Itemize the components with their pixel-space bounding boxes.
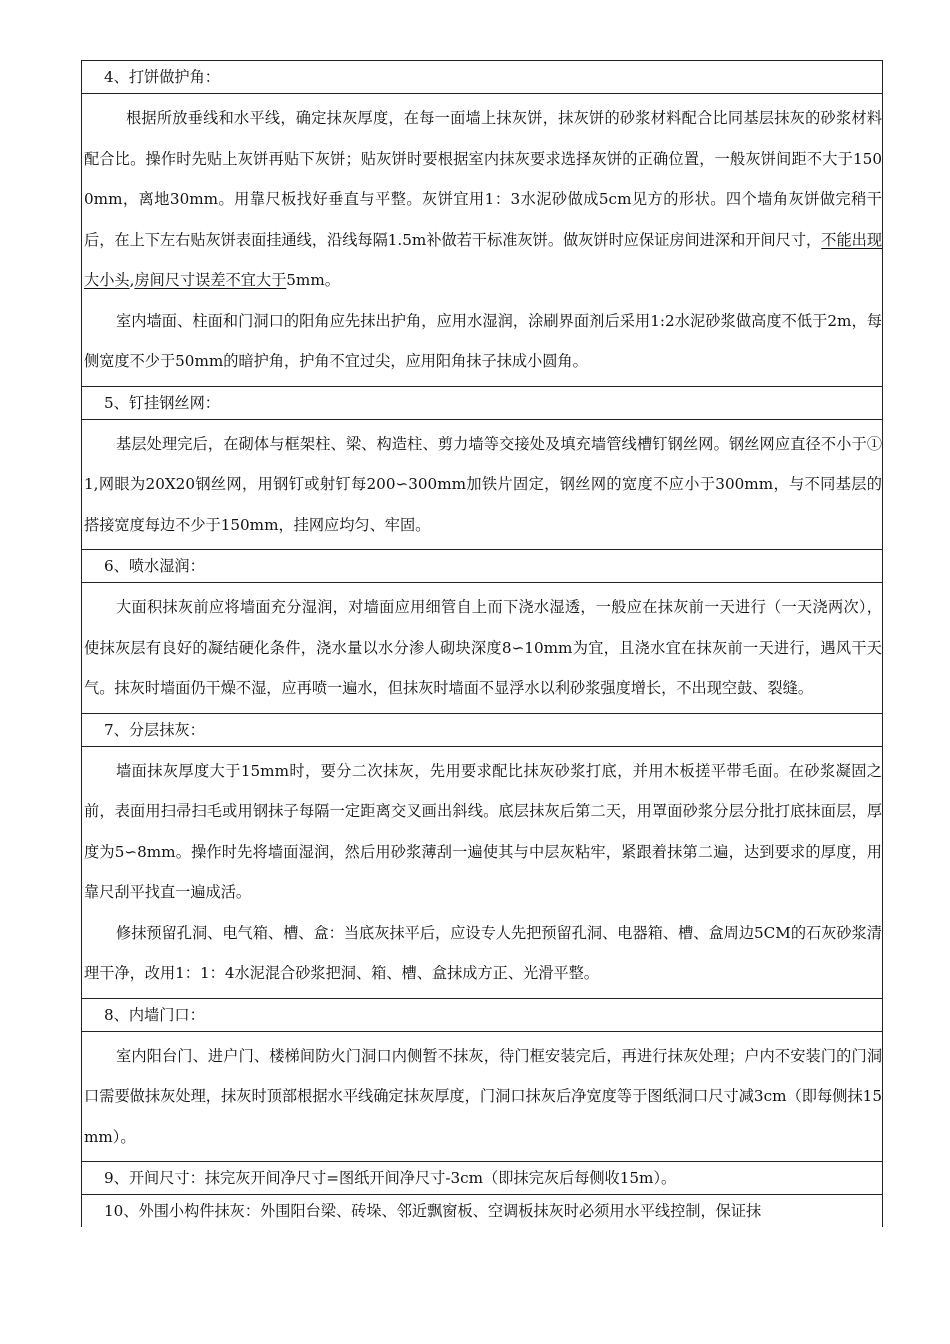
paragraph: 墙面抹灰厚度大于15mm时，要分二次抹灰，先用要求配比抹灰砂浆打底，并用木板搓平带毛面。在砂浆凝固之前，表面用扫帚扫毛或用钢抹子每隔一定距离交叉画出斜线。底层抹灰后第二天，用罩面砂浆分层分批打底抹面层，厚度为5∽8mm。操作时先将墙面湿润，然后用砂浆薄刮一遍使其与中层灰粘牢，紧跟着抹第二遍，达到要求的厚度，用靠尺刮平找直一遍成活。 <box>84 761 882 901</box>
paragraph: 修抹预留孔洞、电气箱、槽、盒：当底灰抹平后，应设专人先把预留孔洞、电器箱、槽、盒周边5CM的石灰砂浆清理干净，改用1：1：4水泥混合砂浆把洞、箱、槽、盒抹成方正、光滑平整。 <box>84 923 882 982</box>
section-heading: 8、内墙门口： <box>82 999 882 1032</box>
section-heading: 9、开间尺寸：抹完灰开间净尺寸=图纸开间净尺寸-3cm（即抹完灰后每侧收15m）。 <box>82 1162 882 1195</box>
paragraph-text: , <box>129 271 135 289</box>
underlined-text: 不能出现大小头 <box>84 230 883 289</box>
underlined-text: 房间尺寸误差不宜大于 <box>134 271 287 289</box>
section-body <box>82 420 882 551</box>
section-heading: 7、分层抹灰： <box>82 714 882 747</box>
section-body <box>82 747 882 999</box>
paragraph: 室内阳台门、进户门、楼梯间防火门洞口内侧暂不抹灰，待门框安装完后，再进行抹灰处理；户内不安装门的门洞口需要做抹灰处理，抹灰时顶部根据水平线确定抹灰厚度，门洞口抹灰后净宽度等于图纸洞口尺寸减3cm（即每侧抹15mm）。 <box>84 1046 882 1146</box>
section-body <box>82 1032 882 1163</box>
section-body <box>82 94 882 387</box>
section-heading: 10、外围小构件抹灰：外围阳台梁、砖垛、邻近飘窗板、空调板抹灰时必须用水平线控制，保证抹 <box>104 1202 762 1220</box>
section-heading: 4、打饼做护角： <box>82 61 882 94</box>
paragraph: 室内墙面、柱面和门洞口的阳角应先抹出护角，应用水湿润，涂刷界面剂后采用1:2水泥砂浆做高度不低于2m，每侧宽度不少于50mm的暗护角，护角不宜过尖，应用阳角抹子抹成小圆角。 <box>84 311 882 370</box>
document-table <box>81 60 883 1227</box>
paragraph <box>84 98 882 301</box>
paragraph: 大面积抹灰前应将墙面充分湿润，对墙面应用细管自上而下浇水湿透，一般应在抹灰前一天进行（一天浇两次），使抹灰层有良好的凝结硬化条件，浇水量以水分渗人砌块深度8∽10mm为宜，且浇水宜在抹灰前一天进行，遇风干天气。抹灰时墙面仍干燥不湿，应再喷一遍水，但抹灰时墙面不显浮水以利砂浆强度增长，不出现空鼓、裂缝。 <box>84 598 882 697</box>
section-body <box>82 583 882 714</box>
paragraph-text: 根据所放垂线和水平线，确定抹灰厚度，在每一面墙上抹灰饼，抹灰饼的砂浆材料配合比同基层抹灰的砂浆材料配合比。操作时先贴上灰饼再贴下灰饼；贴灰饼时要根据室内抹灰要求选择灰饼的正确位置，一般灰饼间距不大于1500mm，离地30mm。用靠尺板找好垂直与平整。灰饼宜用1：3水泥砂做成5cm见方的形状。四个墙角灰饼做完稍干后，在上下左右贴灰饼表面挂通线，沿线每隔1.5m补做若干标准灰饼。做灰饼时应保证房间进深和开间尺寸， <box>84 109 882 249</box>
section-heading: 5、钉挂钢丝网： <box>82 387 882 420</box>
paragraph-text: 5mm。 <box>286 271 340 289</box>
paragraph: 基层处理完后，在砌体与框架柱、梁、构造柱、剪力墙等交接处及填充墙管线槽钉钢丝网。钢丝网应直径不小于①1,网眼为20X20钢丝网，用钢钉或射钉每200∽300mm加铁片固定，钢丝网的宽度不应小于300mm，与不同基层的搭接宽度每边不少于150mm，挂网应均匀、牢固。 <box>84 434 882 534</box>
section-heading: 6、喷水湿润： <box>82 550 882 583</box>
